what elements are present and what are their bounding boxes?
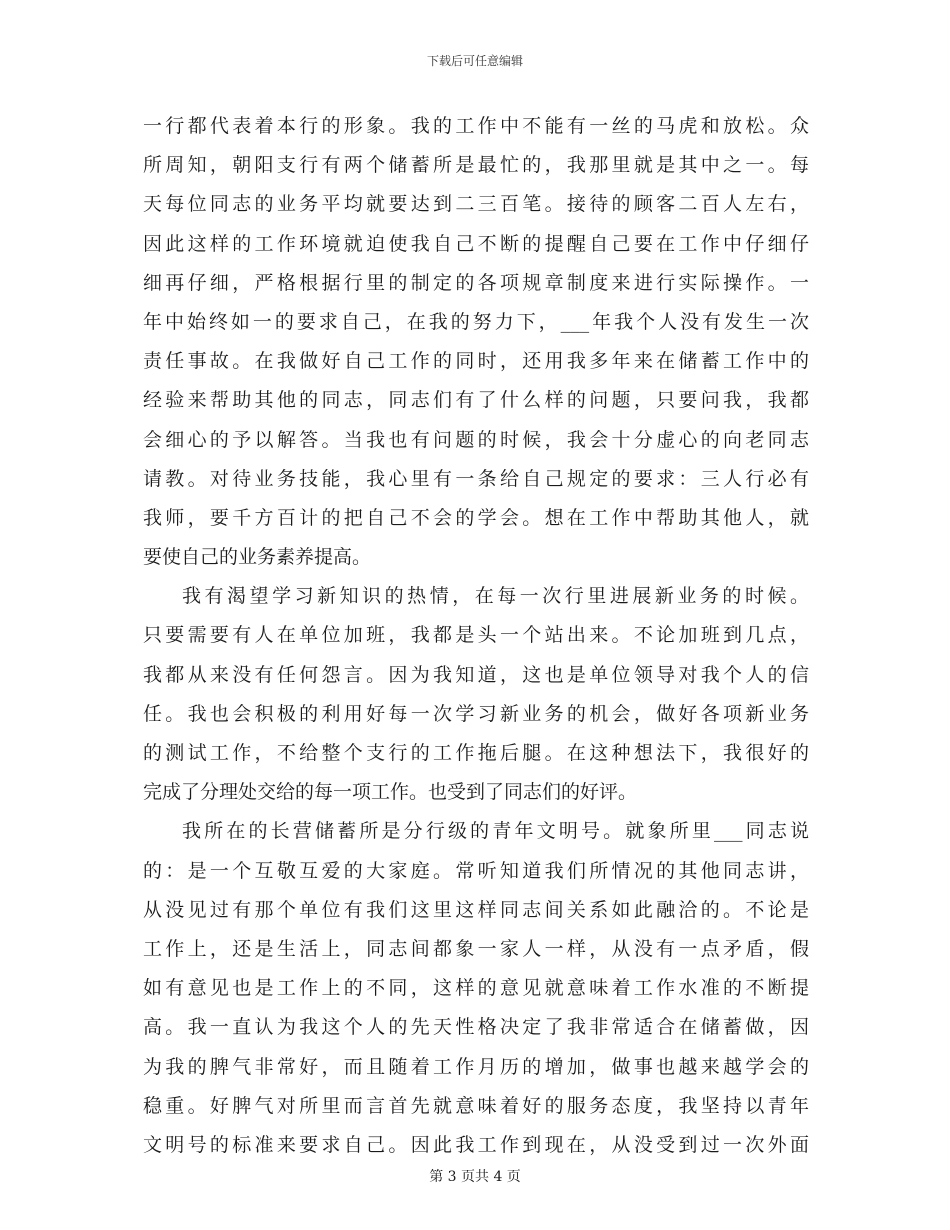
text-line: 稳重。好脾气对所里而言首先就意味着好的服务态度，我坚持以青年 — [143, 1094, 809, 1117]
text-line: 要使自己的业务素养提高。 — [143, 546, 372, 569]
text-line: 所周知，朝阳支行有两个储蓄所是最忙的，我那里就是其中之一。每 — [143, 154, 809, 177]
text-line: 一行都代表着本行的形象。我的工作中不能有一丝的马虎和放松。众 — [143, 115, 809, 137]
text-line: 因此这样的工作环境就迫使我自己不断的提醒自己要在工作中仔细仔 — [143, 232, 809, 255]
text-line: 责任事故。在我做好自己工作的同时，还用我多年来在储蓄工作中的 — [143, 350, 809, 373]
text-line: 高。我一直认为我这个人的先天性格决定了我非常适合在储蓄做，因 — [143, 1016, 809, 1039]
page-number: 第 3 页共 4 页 — [429, 1169, 521, 1185]
text-line: 只要需要有人在单位加班，我都是头一个站出来。不论加班到几点， — [143, 624, 809, 647]
paragraph-2 — [143, 577, 809, 812]
text-line: 为我的脾气非常好，而且随着工作月历的增加，做事也越来越学会的 — [143, 1055, 809, 1078]
text-line: 我所在的长营储蓄所是分行级的青年文明号。就象所里___同志说 — [182, 820, 809, 843]
text-line: 从没见过有那个单位有我们这里这样同志间关系如此融洽的。不论是 — [143, 898, 809, 921]
text-line: 经验来帮助其他的同志，同志们有了什么样的问题，只要问我，我都 — [143, 389, 809, 412]
text-line: 天每位同志的业务平均就要达到二三百笔。接待的顾客二百人左右， — [143, 193, 809, 216]
text-line: 我师，要千方百计的把自己不会的学会。想在工作中帮助其他人，就 — [143, 506, 809, 529]
text-line: 的测试工作，不给整个支行的工作拖后腿。在这种想法下，我很好的 — [143, 742, 809, 764]
text-line: 我都从来没有任何怨言。因为我知道，这也是单位领导对我个人的信 — [143, 663, 809, 686]
text-line: 细再仔细，严格根据行里的制定的各项规章制度来进行实际操作。一 — [143, 271, 809, 294]
text-line: 完成了分理处交给的每一项工作。也受到了同志们的好评。 — [143, 781, 638, 804]
text-line: 文明号的标准来要求自己。因此我工作到现在，从没受到过一次外面 — [143, 1133, 809, 1156]
text-line: 如有意见也是工作上的不同，这样的意见就意味着工作水准的不断提 — [143, 977, 809, 1000]
page-header: 下载后可任意编辑 — [426, 54, 523, 68]
text-line: 年中始终如一的要求自己，在我的努力下，___年我个人没有发生一次 — [143, 310, 809, 333]
text-line: 任。我也会积极的利用好每一次学习新业务的机会，做好各项新业务 — [143, 702, 809, 725]
paragraph-3 — [143, 812, 809, 1165]
text-line: 我有渴望学习新知识的热情，在每一次行里进展新业务的时候。 — [182, 585, 809, 608]
paragraph-1 — [143, 107, 809, 577]
text-line: 会细心的予以解答。当我也有问题的时候，我会十分虚心的向老同志 — [143, 428, 809, 451]
text-line: 的：是一个互敬互爱的大家庭。常听知道我们所情况的其他同志讲， — [143, 859, 809, 882]
text-line: 工作上，还是生活上，同志间都象一家人一样，从没有一点矛盾，假 — [143, 937, 809, 960]
document-body — [143, 107, 809, 1165]
text-line: 请教。对待业务技能，我心里有一条给自己规定的要求：三人行必有 — [143, 467, 809, 490]
